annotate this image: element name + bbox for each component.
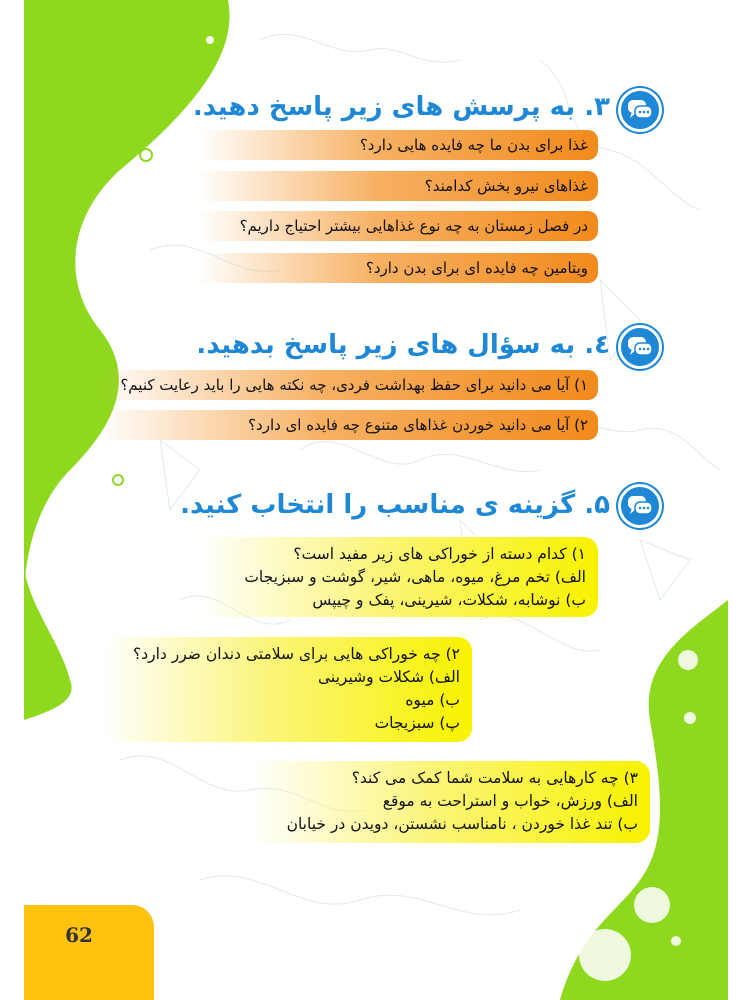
mcq-question: ۳) چه کارهایی به سلامت شما کمک می کند؟	[351, 769, 638, 787]
question-bar: ویتامین چه فایده ای برای بدن دارد؟	[198, 253, 598, 283]
section-title-3: ۳. به پرسش های زیر پاسخ دهید.	[192, 92, 610, 122]
mcq-box-2	[102, 637, 472, 742]
chat-bubbles-icon	[618, 88, 662, 132]
question-bar: غذا برای بدن ما چه فایده هایی دارد؟	[198, 130, 598, 160]
mcq-option: الف) شکلات وشیرینی	[318, 668, 460, 686]
question-bar: غذاهای نیرو بخش کدامند؟	[198, 171, 598, 201]
mcq-question: ۲) چه خوراکی هایی برای سلامتی دندان ضرر دارد؟	[133, 645, 460, 663]
mcq-option: الف) تخم مرغ، میوه، ماهی، شیر، گوشت و سبزیجات	[244, 568, 586, 586]
mcq-box-3	[250, 761, 650, 843]
page-number: 62	[65, 923, 93, 947]
section-title-5: ۵. گزینه ی مناسب را انتخاب کنید.	[180, 490, 610, 520]
chat-bubbles-icon	[618, 484, 662, 528]
question-bar: ۱) آیا می دانید برای حفظ بهداشت فردی، چه نکته هایی را باید رعایت کنیم؟	[98, 370, 598, 400]
mcq-option: ب) تند غذا خوردن ، نامناسب نشستن، دویدن در خیابان	[286, 815, 638, 833]
mcq-option: ب) میوه	[405, 691, 460, 709]
question-bar: ۲) آیا می دانید خوردن غذاهای متنوع چه فایده ای دارد؟	[98, 410, 598, 440]
mcq-option: ب) نوشابه، شکلات، شیرینی، پفک و چیپس	[312, 591, 586, 609]
mcq-option: الف) ورزش، خواب و استراحت به موقع	[382, 792, 638, 810]
chat-bubbles-icon	[618, 325, 662, 369]
section-title-4: ٤. به سؤال های زیر پاسخ بدهید.	[196, 330, 610, 360]
question-bar: در فصل زمستان به چه نوع غذاهایی بیشتر احتیاج داریم؟	[198, 211, 598, 241]
page-number-tab	[24, 905, 154, 1000]
left-green-wave-lower	[24, 560, 72, 720]
mcq-question: ۱) کدام دسته از خوراکی های زیر مفید است؟	[293, 545, 586, 563]
mcq-box-1	[198, 537, 598, 617]
mcq-option: پ) سبزیجات	[374, 714, 460, 732]
